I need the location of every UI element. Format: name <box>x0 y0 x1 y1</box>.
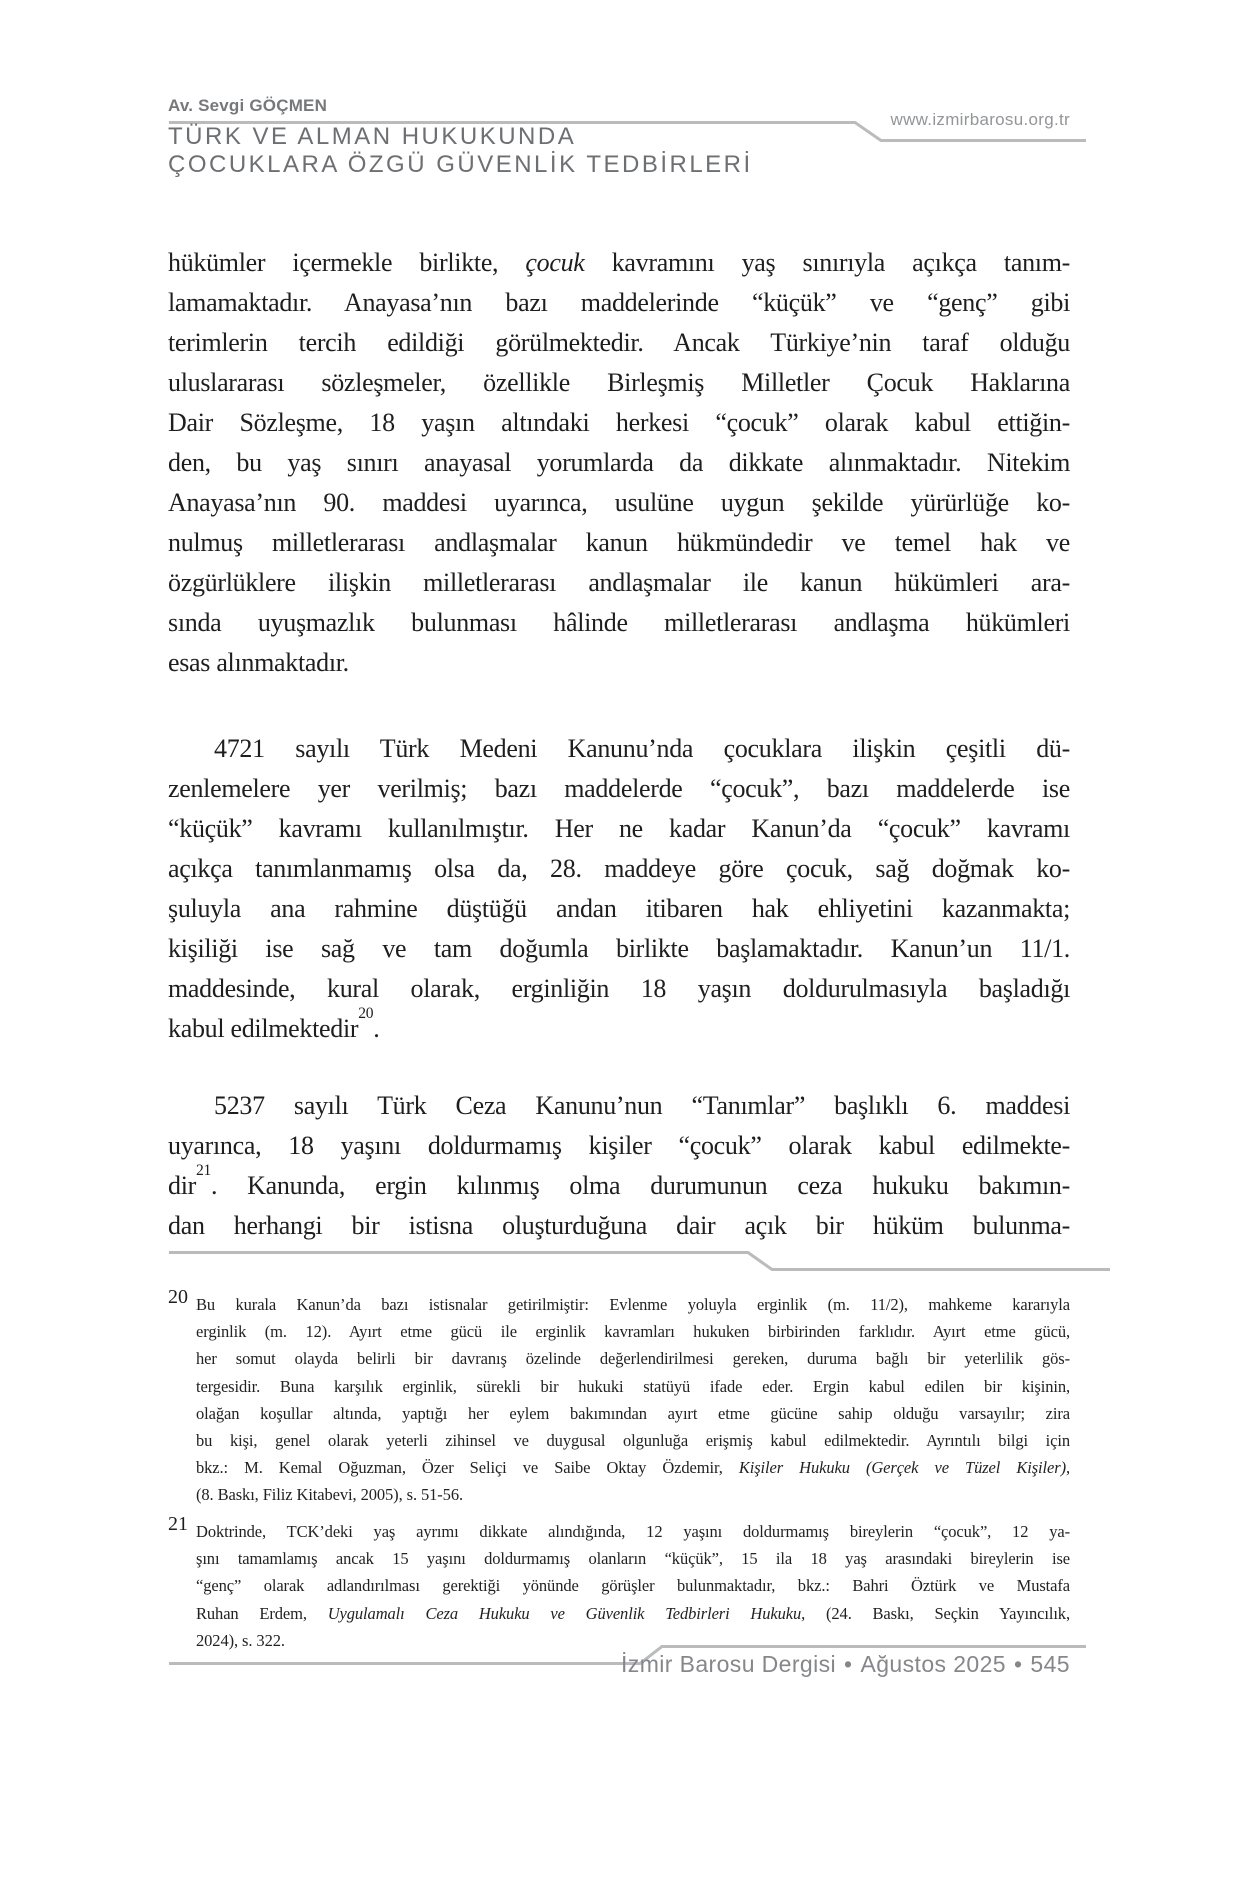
footnote-separator-rule <box>168 1249 1113 1273</box>
text-line: nulmuş milletlerarası andlaşmalar kanun hükmündedir ve temel hak ve <box>168 528 1070 557</box>
text-line: lamamaktadır. Anayasa’nın bazı maddelerinde “küçük” ve “genç” gibi <box>168 288 1070 317</box>
footer-line <box>621 1651 1070 1678</box>
text-line: şını tamamlamış ancak 15 yaşını doldurmamış olanların “küçük”, 15 ila 18 yaş arasındaki bireylerin ise <box>196 1549 1070 1569</box>
paragraph-3 <box>168 1086 1070 1246</box>
text-line: zenlemelere yer verilmiş; bazı maddelerde “çocuk”, bazı maddelerde ise <box>168 774 1070 803</box>
text-line: (8. Baskı, Filiz Kitabevi, 2005), s. 51-56. <box>196 1485 464 1505</box>
author-surname: GÖÇMEN <box>249 96 328 115</box>
text-line: esas alınmaktadır. <box>168 648 349 677</box>
journal-name: İzmir Barosu Dergisi <box>621 1651 837 1677</box>
footer-bullet-2: • <box>1013 1651 1023 1677</box>
text-line: 2024), s. 322. <box>196 1630 285 1650</box>
text-line: dir$^{21}$. Kanunda, ergin kılınmış olma durumunun ceza hukuku bakımın- <box>168 1162 1070 1200</box>
text-line: Bu kurala Kanun’da bazı istisnalar getirilmiştir: Evlenme yoluyla erginlik (m. 11/2), mahkeme kararıyla <box>196 1295 1070 1314</box>
text-line: kabul edilmektedir$^{20}$. <box>168 1005 380 1043</box>
text-line: “küçük” kavramı kullanılmıştır. Her ne kadar Kanun’da “çocuk” kavramı <box>168 814 1070 843</box>
author-line <box>168 96 327 116</box>
page-number: 545 <box>1030 1651 1070 1677</box>
author-prefix: Av. Sevgi <box>168 96 250 115</box>
text-line: Doktrinde, TCK’deki yaş ayrımı dikkate alındığında, 12 yaşını doldurmamış bireylerin “çocuk”, 12 ya- <box>196 1522 1070 1541</box>
footnote-20-marker: 20 <box>168 1286 188 1308</box>
text-line: uyarınca, 18 yaşını doldurmamış kişiler “çocuk” olarak kabul edilmekte- <box>168 1131 1070 1160</box>
text-line: özgürlüklere ilişkin milletlerarası andlaşmalar ile kanun hükümleri ara- <box>168 568 1070 597</box>
text-line: maddesinde, kural olarak, erginliğin 18 yaşın doldurulmasıyla başladığı <box>168 974 1070 1003</box>
footnote-20-text <box>196 1291 1070 1509</box>
text-line: Anayasa’nın 90. maddesi uyarınca, usulüne uygun şekilde yürürlüğe ko- <box>168 488 1070 517</box>
text-line: tergesidir. Buna karşılık erginlik, sürekli bir hukuki statüyü ifade eder. Ergin kabul edilen bir kişinin, <box>196 1376 1070 1396</box>
text-line: den, bu yaş sınırı anayasal yorumlarda da dikkate alınmaktadır. Nitekim <box>168 448 1070 477</box>
article-title-line-1: TÜRK VE ALMAN HUKUKUNDA <box>168 123 577 150</box>
text-line: terimlerin tercih edildiği görülmektedir. Ancak Türkiye’nin taraf olduğu <box>168 328 1070 357</box>
text-line: sında uyuşmazlık bulunması hâlinde milletlerarası andlaşma hükümleri <box>168 608 1070 637</box>
text-line: bkz.: M. Kemal Oğuzman, Özer Seliçi ve Saibe Oktay Özdemir, Kişiler Hukuku (Gerçek ve Tüzel Kişiler), <box>196 1458 1070 1478</box>
footnote-21-marker: 21 <box>168 1513 188 1535</box>
footnote-21-text <box>196 1518 1070 1654</box>
text-line: dan herhangi bir istisna oluşturduğuna dair açık bir hüküm bulunma- <box>168 1211 1070 1240</box>
text-line: uluslararası sözleşmeler, özellikle Birleşmiş Milletler Çocuk Haklarına <box>168 368 1070 397</box>
text-line: Ruhan Erdem, Uygulamalı Ceza Hukuku ve Güvenlik Tedbirleri Hukuku, (24. Baskı, Seçkin Yayıncılık, <box>196 1603 1070 1623</box>
text-line: hükümler içermekle birlikte, çocuk kavramını yaş sınırıyla açıkça tanım- <box>168 248 1070 277</box>
text-line: “genç” olarak adlandırılması gerektiği yönünde görüşler bulunmaktadır, bkz.: Bahri Öztürk ve Mustafa <box>196 1576 1070 1596</box>
text-line: bu kişi, genel olarak yeterli zihinsel ve duygusal olgunluğa erişmiş kabul edilmektedir. Ayrıntılı bilgi için <box>196 1431 1070 1451</box>
text-line: şuluyla ana rahmine düştüğü andan itibaren hak ehliyetini kazanmakta; <box>168 894 1070 923</box>
website-url: www.izmirbarosu.org.tr <box>890 110 1070 129</box>
footnote-21 <box>168 1513 1070 1654</box>
text-line: erginlik (m. 12). Ayırt etme gücü ile erginlik kavramları hukuken birbirinden farklıdır. Ayırt etme gücü, <box>196 1322 1070 1342</box>
text-line: Dair Sözleşme, 18 yaşın altındaki herkesi “çocuk” olarak kabul ettiğin- <box>168 408 1070 437</box>
footnote-20 <box>168 1286 1070 1509</box>
text-line: olağan koşullar altında, yaptığı her eylem bakımından ayırt etme gücüne sahip olduğu varsayılır; zira <box>196 1403 1070 1423</box>
paragraph-1 <box>168 243 1070 683</box>
text-line: açıkça tanımlanmamış olsa da, 28. maddeye göre çocuk, sağ doğmak ko- <box>168 854 1070 883</box>
text-line: her somut olayda belirli bir davranış özelinde değerlendirilmesi gereken, duruma bağlı bir yeterlilik gös- <box>196 1349 1070 1369</box>
issue-date: Ağustos 2025 <box>860 1651 1006 1677</box>
text-line: 4721 sayılı Türk Medeni Kanunu’nda çocuklara ilişkin çeşitli dü- <box>214 734 1070 763</box>
paragraph-2 <box>168 729 1070 1049</box>
text-line: kişiliği ise sağ ve tam doğumla birlikte başlamaktadır. Kanun’un 11/1. <box>168 934 1070 963</box>
footer-bullet-1: • <box>844 1651 853 1677</box>
article-title-line-2: ÇOCUKLARA ÖZGÜ GÜVENLİK TEDBİRLERİ <box>168 151 753 178</box>
text-line: 5237 sayılı Türk Ceza Kanunu’nun “Tanımlar” başlıklı 6. maddesi <box>214 1091 1070 1120</box>
